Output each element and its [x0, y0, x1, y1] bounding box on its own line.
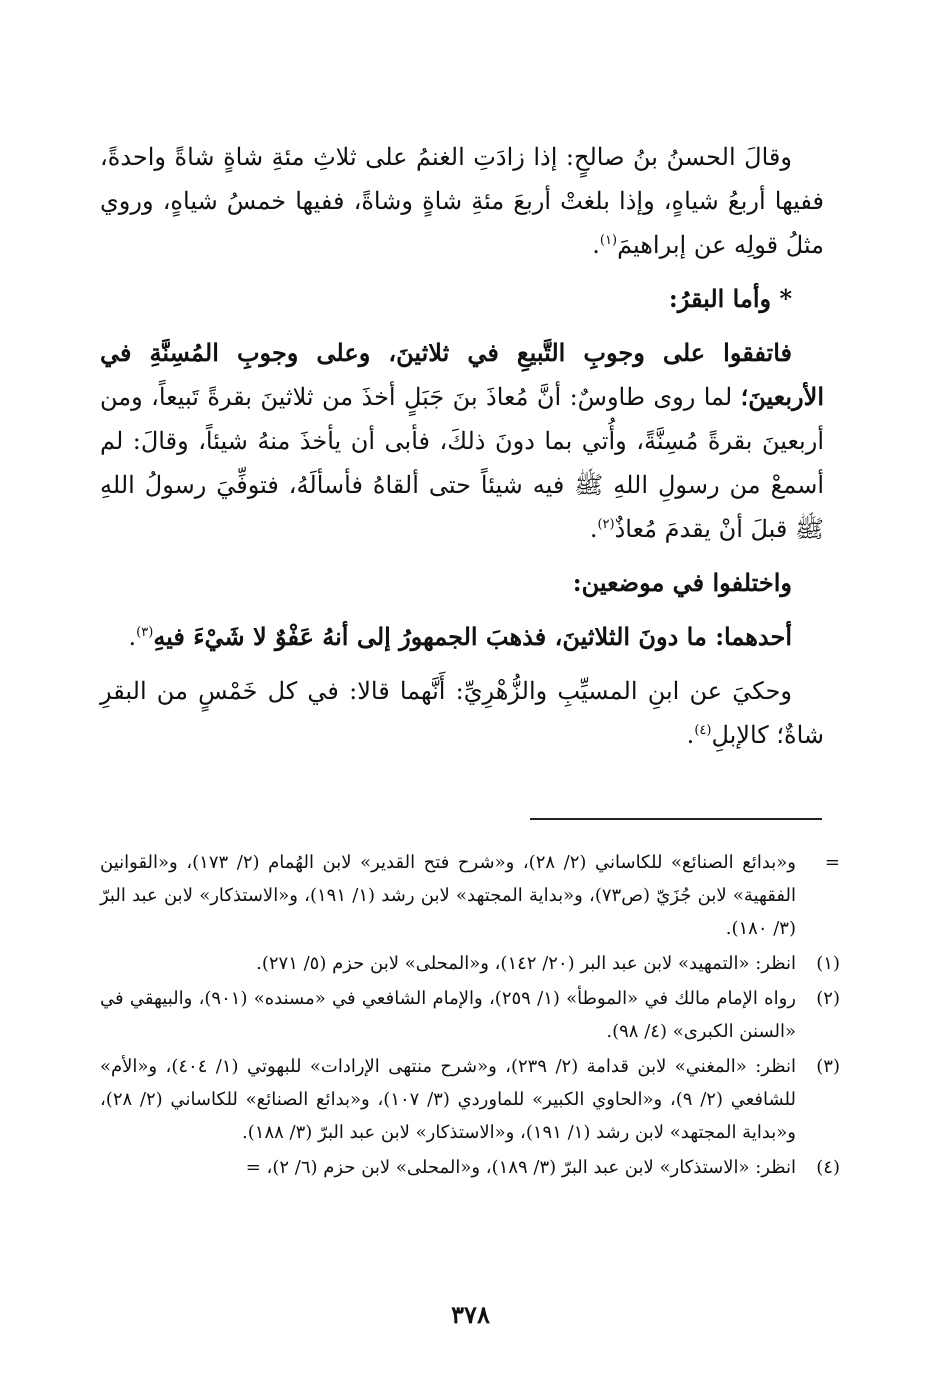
footnote-text: و«بدائع الصنائع» للكاساني (٢/ ٢٨)، و«شرح فتح القدير» لابن الهُمام (٢/ ١٧٣)، و«القوانين الفقهية» لابن جُزَيّ (ص٧٣)، و«بداية المجتهد» لابن رشد (١/ ١٩١)، و«الاستذكار» لابن عبد البرّ (٣/ ١٨٠).	[100, 852, 797, 939]
footnote-marker: (٤)	[816, 1157, 840, 1178]
footnote-1	[100, 947, 840, 980]
heading-ikhtilaf: واختلفوا في موضعين:	[572, 568, 792, 597]
footnote-4	[100, 1151, 840, 1184]
footnote-3	[100, 1050, 840, 1149]
heading-baqar: * وأما البقرُ:	[668, 284, 792, 313]
footnote-text: رواه الإمام مالك في «الموطأ» (١/ ٢٥٩)، والإمام الشافعي في «مسنده» (٩٠١)، والبيهقي في «السنن الكبرى» (٤/ ٩٨).	[100, 988, 796, 1042]
footnote-continued	[100, 846, 840, 945]
paragraph-first-position: أحدهما: ما دونَ الثلاثينَ، فذهبَ الجمهورُ إلى أنهُ عَفْوٌ لا شَيْءَ فيهِ$^{(٣)}$.	[128, 622, 792, 651]
footnote-ref-4[interactable]: (٤)	[694, 723, 712, 738]
paragraph-ibn-musayyib: وحكيَ عن ابنِ المسيِّبِ والزُّهْرِيِّ: أَنَّهما قالا: في كل خَمْسٍ من البقرِ شاةٌ؛ كالإبلِ$^{(٤)}$.	[100, 677, 824, 749]
footnote-text: انظر: «التمهيد» لابن عبد البر (٢٠/ ١٤٢)، و«المحلى» لابن حزم (٥/ ٢٧١).	[256, 953, 796, 974]
footnote-divider	[530, 818, 822, 820]
footnote-marker: (٢)	[816, 988, 840, 1009]
footnote-text: انظر: «المغني» لابن قدامة (٢/ ٢٣٩)، و«شرح منتهى الإرادات» للبهوتي (١/ ٤٠٤)، و«الأم» للشافعي (٢/ ٩)، و«الحاوي الكبير» للماوردي (٣/ ١٠٧)، و«بدائع الصنائع» للكاساني (٢/ ٢٨)، و«بداية المجتهد» لابن رشد (١/ ١٩١)، و«الاستذكار» لابن عبد البرّ (٣/ ١٨٨).	[100, 1056, 796, 1143]
page-number: ٣٧٨	[451, 1300, 490, 1329]
paragraph-agreement: فاتفقوا على وجوبِ التَّبيعِ في ثلاثينَ، وعلى وجوبِ المُسِنَّةِ في الأربعينَ؛ لما روى طاوسٌ: أنَّ مُعاذَ بنَ جَبَلٍ أخذَ من ثلاثينَ بقرةً تَبيعاً، ومن أربعينَ بقرةً مُسِنَّةً، وأُتي بما دونَ ذلكَ، فأبى أن يأخذَ منهُ شيئاً، وقالَ: لم أسمعْ من رسولِ اللهِ ﷺ فيه شيئاً حتى ألقاهُ فأسألَهُ، فتوفِّيَ رسولُ اللهِ ﷺ قبلَ أنْ يقدمَ مُعاذٌ$^{(٢)}$.	[100, 338, 824, 543]
main-text	[100, 135, 824, 757]
paragraph-hasan: وقالَ الحسنُ بنُ صالحٍ: إذا زادَتِ الغنمُ على ثلاثِ مئةِ شاةٍ شاةً واحدةً، ففيها أربعُ شياهٍ، وإذا بلغتْ أربعَ مئةِ شاةٍ وشاةً، ففيها خمسُ شياهٍ، وروي مثلُ قولِه عن إبراهيمَ$^{(١)}$.	[100, 143, 824, 259]
footnotes	[100, 846, 840, 1186]
footnote-marker: (٣)	[816, 1056, 840, 1077]
agreement-ruling: فاتفقوا على وجوبِ التَّبيعِ في ثلاثينَ، وعلى وجوبِ المُسِنَّةِ في الأربعينَ؛	[100, 338, 824, 411]
footnote-ref-3[interactable]: (٣)	[136, 625, 154, 640]
footnote-2	[100, 982, 840, 1048]
footnote-marker: =	[824, 852, 840, 873]
footnote-marker: (١)	[816, 953, 840, 974]
footnote-ref-2[interactable]: (٢)	[597, 517, 615, 532]
footnote-ref-1[interactable]: (١)	[599, 233, 618, 248]
footnote-text: انظر: «الاستذكار» لابن عبد البرّ (٣/ ١٨٩)، و«المحلى» لابن حزم (٦/ ٢)، =	[245, 1157, 796, 1178]
